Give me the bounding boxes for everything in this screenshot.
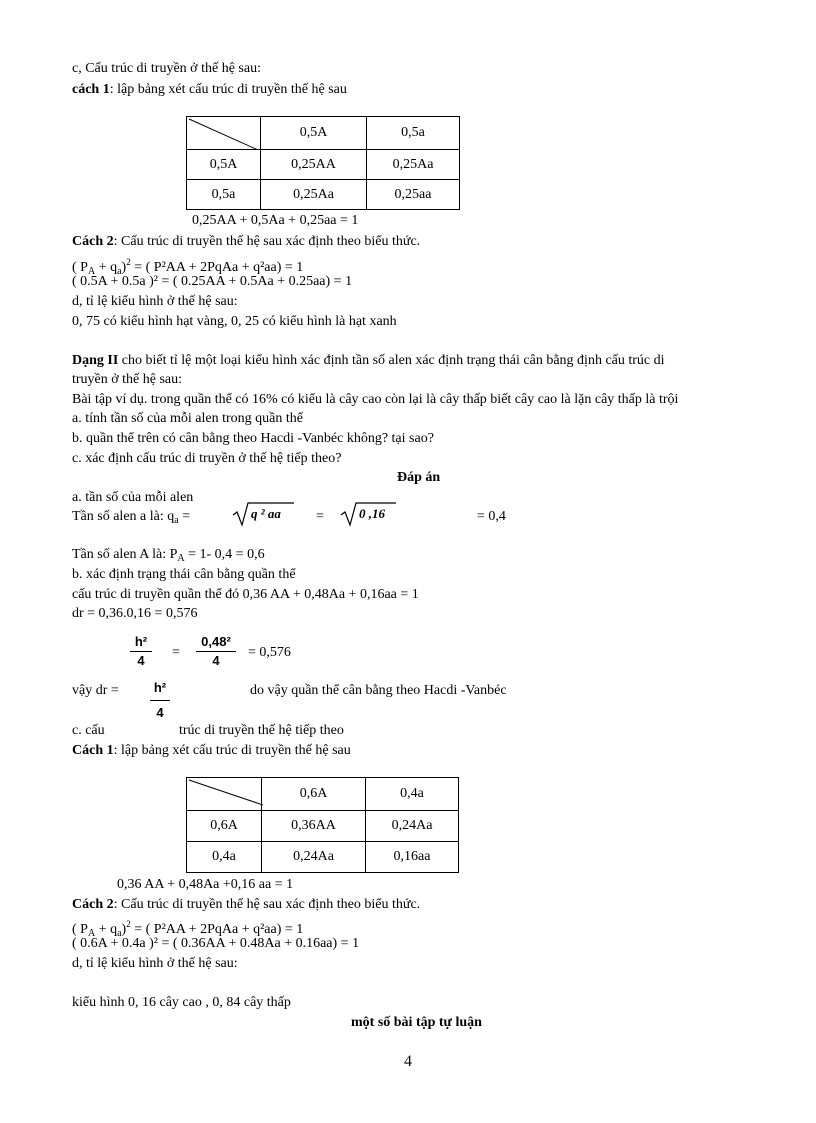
method2-label: Cách 2 (72, 234, 114, 249)
table2-cell: 0,24Aa (262, 842, 366, 873)
freq-A-text: Tần số alen A là: P (72, 547, 178, 562)
question-b: b. quần thể trên có cân bằng theo Hacdi -Vanbéc không? tại sao? (72, 431, 434, 446)
question-c: c. xác định cấu trúc di truyền ở thế hệ tiếp theo? (72, 451, 342, 466)
equals-sign: = (316, 509, 324, 524)
table2-row-label: 0,4a (187, 842, 262, 873)
fraction-bar (150, 700, 170, 701)
part-d-text: 0, 75 có kiểu hình hạt vàng, 0, 25 có kiểu hình là hạt xanh (72, 314, 397, 329)
formula-1-sup: 2 (126, 257, 131, 267)
table1-cell: 0,25AA (261, 150, 367, 180)
freq-A-line (72, 546, 265, 568)
table1-header-cell: 0,5a (367, 117, 460, 150)
table1-header-cell: 0,5A (261, 117, 367, 150)
dang-ii-label: Dạng II (72, 353, 119, 368)
table2-cell: 0,36AA (262, 811, 366, 842)
fraction-denominator: 4 (156, 705, 164, 720)
method1-line (72, 81, 347, 99)
method2b-line (72, 896, 420, 914)
table1-corner-cell (187, 117, 261, 150)
part-c-cau: c. cấu (72, 723, 105, 738)
part-c-title: c, Cấu trúc di truyền ở thế hệ sau: (72, 61, 261, 76)
fraction-denominator: 4 (137, 653, 145, 668)
table1-cell: 0,25aa (367, 180, 460, 210)
table1-cell: 0,25Aa (367, 150, 460, 180)
punnett-table-1 (186, 116, 460, 210)
table2-header-cell: 0,6A (262, 778, 366, 811)
table2-corner-cell (187, 778, 262, 811)
method2-text: : Cấu trúc di truyền thế hệ sau xác định theo biểu thức. (113, 234, 421, 249)
vay-dr: vậy dr = (72, 683, 119, 698)
formula-3-part: + q (95, 922, 118, 937)
method1-text: : lập bảng xét cấu trúc di truyền thế hệ sau (109, 82, 347, 97)
table2-result: 0,36 AA + 0,48Aa +0,16 aa = 1 (117, 877, 294, 892)
table1-cell: 0,25Aa (261, 180, 367, 210)
answer-b-title: b. xác định trạng thái cân bằng quần thể (72, 567, 296, 582)
dr-line: dr = 0,36.0,16 = 0,576 (72, 606, 198, 621)
part-d2-title: d, tỉ lệ kiểu hình ở thế hệ sau: (72, 956, 238, 971)
answer-heading: Đáp án (397, 470, 441, 485)
formula-1-sub: a (117, 266, 122, 277)
fraction-numerator: h² (134, 634, 148, 649)
table1-row-label: 0,5A (187, 150, 261, 180)
phenotype-result: kiểu hình 0, 16 cây cao , 0, 84 cây thấp (72, 995, 291, 1010)
formula-1-sub: A (87, 266, 96, 277)
formula-3-part: ( P (72, 922, 88, 937)
fraction-bar (196, 651, 236, 652)
population-structure: cấu trúc di truyền quần thể đó 0,36 AA + 0,48Aa + 0,16aa = 1 (72, 587, 419, 602)
freq-A-value: = 1- 0,4 = 0,6 (184, 547, 265, 562)
fraction-h2-4-b (150, 680, 170, 721)
equals-sign: = (172, 645, 180, 660)
fraction-numerator: h² (153, 680, 167, 695)
freq-A-sub: A (177, 553, 185, 564)
dang-ii-text-2: truyền ở thế hệ sau: (72, 372, 183, 387)
method1-label: cách 1 (72, 82, 110, 97)
formula-1-part: + q (95, 260, 118, 275)
freq-a-text: Tần số alen a là: q (72, 509, 175, 524)
question-a: a. tính tần số của mỗi alen trong quần thể (72, 411, 303, 426)
method2b-text: : Cấu trúc di truyền thế hệ sau xác định theo biểu thức. (113, 897, 421, 912)
formula-3-sub: A (87, 928, 96, 939)
freq-a-sub: a (174, 515, 179, 526)
answer-a-title: a. tần số của mỗi alen (72, 490, 194, 505)
page-number: 4 (404, 1053, 412, 1070)
exercise-text: Bài tập ví dụ. trong quần thể có 16% có kiểu là cây cao còn lại là cây thấp biết cây cao là lặn cây thấp là trội (72, 392, 679, 407)
fraction-bar (130, 651, 152, 652)
table1-row-label: 0,5a (187, 180, 261, 210)
section-title: một số bài tập tự luận (351, 1015, 482, 1030)
fraction-numerator: 0,48² (201, 634, 231, 649)
formula-1-part: ) (121, 260, 127, 275)
method2b-label: Cách 2 (72, 897, 114, 912)
sqrt-016-value: 0 ,16 (359, 506, 385, 521)
table2-cell: 0,24Aa (366, 811, 459, 842)
sqrt-016 (340, 501, 396, 527)
freq-a-eq: = (178, 509, 191, 524)
part-c-cau-rest: trúc di truyền thế hệ tiếp theo (179, 723, 344, 738)
formula-3-sub: a (117, 928, 122, 939)
sqrt-q2aa (232, 501, 294, 527)
formula-1-part: ( P (72, 260, 88, 275)
formula-3-sup: 2 (126, 919, 131, 929)
formula-3-part: = ( P²AA + 2PqAa + q²aa) = 1 (130, 922, 304, 937)
fraction-048-4 (196, 634, 236, 669)
formula-4: ( 0.6A + 0.4a )² = ( 0.36AA + 0.48Aa + 0.16aa) = 1 (72, 936, 360, 951)
method1b-text: : lập bảng xét cấu trúc di truyền thế hệ sau (113, 743, 351, 758)
method1b-line (72, 742, 351, 760)
dang-ii-line (72, 352, 665, 370)
formula-3-part: ) (121, 922, 127, 937)
table2-row-label: 0,6A (187, 811, 262, 842)
part-d-title: d, tỉ lệ kiểu hình ở thế hệ sau: (72, 294, 238, 309)
sqrt-q2aa-value: q ² aa (251, 506, 281, 521)
fraction-h2-4 (130, 634, 152, 669)
formula-2: ( 0.5A + 0.5a )² = ( 0.25AA + 0.5Aa + 0.25aa) = 1 (72, 274, 353, 289)
fraction-result: = 0,576 (248, 645, 291, 660)
conclusion: do vậy quần thể cân bằng theo Hacdi -Vanbéc (250, 683, 507, 698)
dang-ii-text: cho biết tỉ lệ một loại kiểu hình xác định tần số alen xác định trạng thái cân bằng định cấu trúc di (118, 353, 665, 368)
table1-result: 0,25AA + 0,5Aa + 0,25aa = 1 (192, 213, 359, 228)
method2-line (72, 233, 420, 251)
method1b-label: Cách 1 (72, 743, 114, 758)
table2-cell: 0,16aa (366, 842, 459, 873)
freq-a-label (72, 508, 190, 530)
fraction-denominator: 4 (212, 653, 220, 668)
punnett-table-2 (186, 777, 459, 873)
formula-1-part: = ( P²AA + 2PqAa + q²aa) = 1 (130, 260, 304, 275)
freq-a-result: = 0,4 (477, 509, 506, 524)
table2-header-cell: 0,4a (366, 778, 459, 811)
